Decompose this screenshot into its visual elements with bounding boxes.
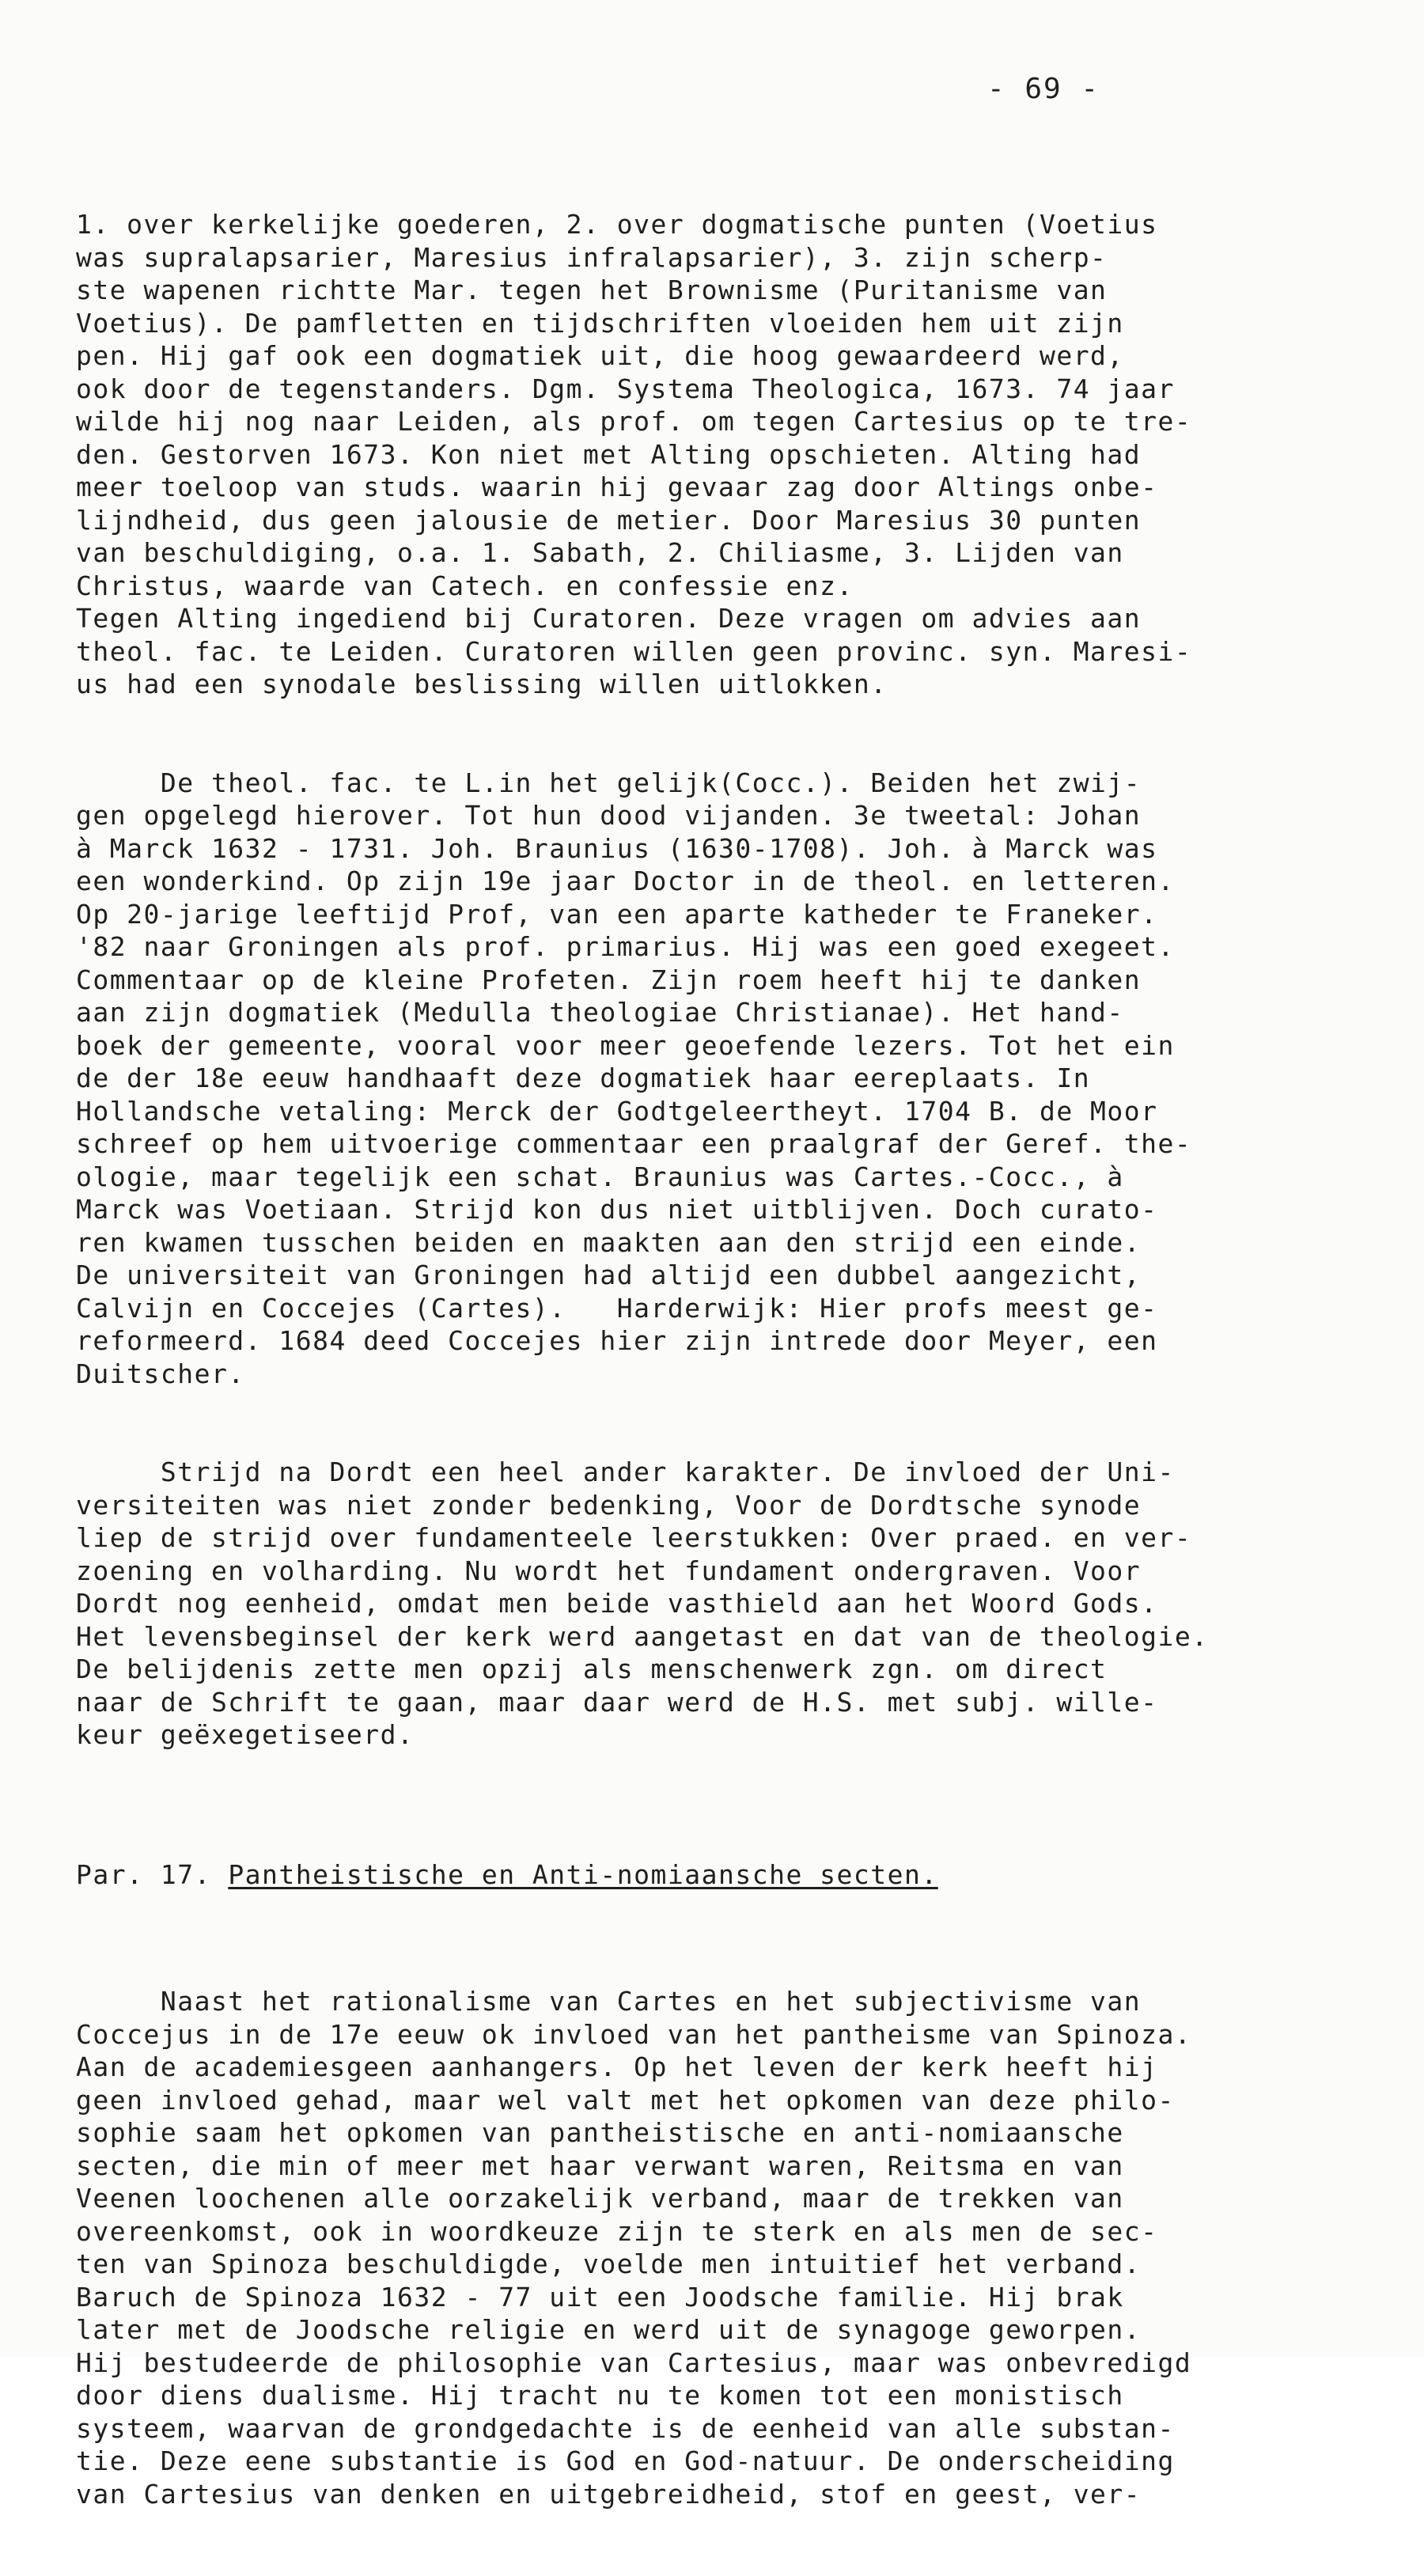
text-line: secten, die min of meer met haar verwant waren, Reitsma en van	[76, 2150, 1124, 2181]
text-line: boek der gemeente, vooral voor meer geoefende lezers. Tot het ein	[76, 1029, 1175, 1061]
text-line: later met de Joodsche religie en werd uit de synagoge geworpen.	[76, 2314, 1142, 2345]
text-line: '82 naar Groningen als prof. primarius. Hij was een goed exegeet.	[76, 931, 1175, 962]
text-line: Veenen loochenen alle oorzakelijk verband, maar de trekken van	[76, 2183, 1124, 2214]
text-line: de der 18e eeuw handhaaft deze dogmatiek haar eereplaats. In	[76, 1063, 1091, 1093]
text-line: gen opgelegd hierover. Tot hun dood vijanden. 3e tweetal: Johan	[76, 800, 1142, 831]
text-line: tie. Deze eene substantie is God en God-natuur. De onderscheiding	[76, 2445, 1175, 2476]
text-line: een wonderkind. Op zijn 19e jaar Doctor in de theol. en letteren.	[76, 866, 1175, 896]
text-line: Baruch de Spinoza 1632 - 77 uit een Joodsche familie. Hij brak	[76, 2281, 1124, 2313]
text-line: versiteiten was niet zonder bedenking, Voor de Dordtsche synode	[76, 1489, 1142, 1521]
text-line: ook door de tegenstanders. Dgm. Systema Theologica, 1673. 74 jaar	[76, 373, 1175, 404]
paragraph-2	[76, 767, 1377, 1391]
paragraph-1	[76, 208, 1377, 701]
text-line: door diens dualisme. Hij tracht nu te komen tot een monistisch	[76, 2380, 1124, 2411]
text-line: was supralapsarier, Maresius infralapsarier), 3. zijn scherp-	[76, 241, 1108, 273]
text-line: pen. Hij gaf ook een dogmatiek uit, die hoog gewaardeerd werd,	[76, 340, 1124, 371]
text-line: keur geëxegetiseerd.	[76, 1719, 415, 1750]
text-line: den. Gestorven 1673. Kon niet met Alting opschieten. Alting had	[76, 438, 1142, 470]
text-line: zoening en volharding. Nu wordt het fundament ondergraven. Voor	[76, 1555, 1142, 1586]
text-line: Voetius). De pamfletten en tijdschriften vloeiden hem uit zijn	[76, 307, 1124, 339]
text-line: Dordt nog eenheid, omdat men beide vasthield aan het Woord Gods.	[76, 1588, 1158, 1619]
text-line: systeem, waarvan de grondgedachte is de eenheid van alle substan-	[76, 2412, 1175, 2444]
text-line: Duitscher.	[76, 1358, 245, 1389]
text-line: Christus, waarde van Catech. en confessie enz.	[76, 570, 854, 601]
text-line: geen invloed gehad, maar wel valt met het opkomen van deze philo-	[76, 2084, 1175, 2116]
text-line: De theol. fac. te L.in het gelijk(Cocc.). Beiden het zwij-	[76, 767, 1142, 798]
text-line: ologie, maar tegelijk een schat. Braunius was Cartes.-Cocc., à	[76, 1161, 1124, 1192]
text-line: Het levensbeginsel der kerk werd aangetast en dat van de theologie.	[76, 1620, 1209, 1652]
text-line: naar de Schrift te gaan, maar daar werd de H.S. met subj. wille-	[76, 1686, 1158, 1718]
text-line: ren kwamen tusschen beiden en maakten aan den strijd een einde.	[76, 1226, 1142, 1258]
text-line: ten van Spinoza beschuldigde, voelde men intuitief het verband.	[76, 2248, 1142, 2279]
body-text	[76, 142, 1377, 1817]
text-line: Strijd na Dordt een heel ander karakter. De invloed der Uni-	[76, 1457, 1175, 1487]
text-line: Op 20-jarige leeftijd Prof, van een aparte katheder te Franeker.	[76, 898, 1158, 930]
text-line: meer toeloop van studs. waarin hij gevaar zag door Altings onbe-	[76, 472, 1158, 502]
text-line: aan zijn dogmatiek (Medulla theologiae Christianae). Het hand-	[76, 997, 1124, 1028]
text-line: van beschuldiging, o.a. 1. Sabath, 2. Chiliasme, 3. Lijden van	[76, 537, 1124, 568]
text-line: Tegen Alting ingediend bij Curatoren. Deze vragen om advies aan	[76, 603, 1142, 634]
page-number: - 69 -	[987, 73, 1100, 105]
section-label: Par. 17.	[76, 1858, 229, 1890]
text-line: Coccejus in de 17e eeuw ok invloed van het pantheisme van Spinoza.	[76, 2018, 1192, 2050]
paragraph-4	[76, 1985, 1377, 2510]
text-line: schreef op hem uitvoerige commentaar een praalgraf der Geref. the-	[76, 1128, 1192, 1159]
text-line: reformeerd. 1684 deed Coccejes hier zijn intrede door Meyer, een	[76, 1325, 1158, 1356]
text-line: 1. over kerkelijke goederen, 2. over dogmatische punten (Voetius	[76, 209, 1158, 240]
text-line: lijndheid, dus geen jalousie de metier. Door Maresius 30 punten	[76, 504, 1142, 536]
text-line: Calvijn en Coccejes (Cartes). Harderwijk: Hier profs meest ge-	[76, 1292, 1158, 1324]
text-line: liep de strijd over fundamenteele leerstukken: Over praed. en ver-	[76, 1522, 1192, 1553]
text-line: Hij bestudeerde de philosophie van Cartesius, maar was onbevredigd	[76, 2347, 1192, 2378]
text-line: De universiteit van Groningen had altijd een dubbel aangezicht,	[76, 1260, 1142, 1290]
body-text-after	[76, 1919, 1377, 2576]
text-line: Marck was Voetiaan. Strijd kon dus niet uitblijven. Doch curato-	[76, 1194, 1158, 1225]
text-line: Naast het rationalisme van Cartes en het subjectivisme van	[76, 1986, 1142, 2017]
text-line: sophie saam het opkomen van pantheistische en anti-nomiaansche	[76, 2117, 1124, 2148]
text-line: De belijdenis zette men opzij als menschenwerk zgn. om direct	[76, 1654, 1108, 1684]
text-line: us had een synodale beslissing willen uitlokken.	[76, 669, 888, 699]
text-line: overeenkomst, ook in woordkeuze zijn te sterk en als men de sec-	[76, 2215, 1158, 2247]
section-heading	[76, 1858, 1377, 1892]
section-title: Pantheistische en Anti-nomiaansche secten.	[228, 1858, 938, 1890]
text-line: ste wapenen richtte Mar. tegen het Brownisme (Puritanisme van	[76, 275, 1108, 305]
text-line: van Cartesius van denken en uitgebreidheid, stof en geest, ver-	[76, 2478, 1142, 2510]
text-line: wilde hij nog naar Leiden, als prof. om tegen Cartesius op te tre-	[76, 406, 1192, 437]
text-line: Commentaar op de kleine Profeten. Zijn roem heeft hij te danken	[76, 964, 1142, 995]
text-line: Hollandsche vetaling: Merck der Godtgeleertheyt. 1704 B. de Moor	[76, 1095, 1158, 1127]
text-line: Aan de academiesgeen aanhangers. Op het leven der kerk heeft hij	[76, 2051, 1158, 2082]
text-line: theol. fac. te Leiden. Curatoren willen geen provinc. syn. Maresi-	[76, 635, 1192, 667]
text-line: à Marck 1632 - 1731. Joh. Braunius (1630-1708). Joh. à Marck was	[76, 832, 1158, 864]
paragraph-3	[76, 1456, 1377, 1752]
